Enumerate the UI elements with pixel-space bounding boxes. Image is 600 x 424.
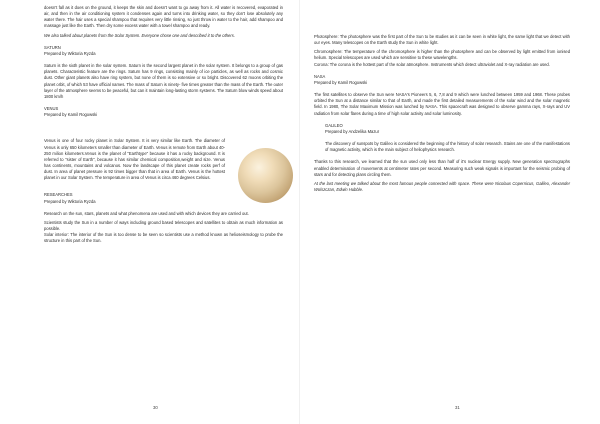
- researches-paragraph-2: Scientists study the Sun in a number of ways including ground based telescopes and satellites to obtain as much information as possible.: [44, 219, 283, 232]
- researches-paragraph-3: Solar interior: The interior of the Sun is too dense to be seen so scientists use a method known as helioseismology to probe the structure in this part of the Sun.: [44, 232, 283, 244]
- nasa-title: NASA: [314, 73, 326, 79]
- nasa-body: The first satellites to observe the Sun were NASA's Pioneers 5, 6, 7,8 and 9 which were lunched between 1959 and 1968. These probes orbited the Sun at a distance similar to that of Earth, and made the first detailed measurements of the solar wind and the solar magnetic field. In 1980, The Solar Maximum Mission was lunched by NASA. This spacecraft was designed to observe gamma rays, X-rays and UV radiation from solar flares during a time of high solar activity and solar luminosity.: [314, 92, 570, 116]
- galileo-body: The discovery of sunspots by Galileo is considered the beginning of the history of solar research. Stains are one of the manifestations of magnetic activity, which is the main subject of heliophysics research.: [325, 141, 570, 153]
- saturn-body: Saturn is the sixth planet in the solar system. Saturn is the second largest planet in the solar system. It belongs to a group of gas planets. Characteristic feature are the rings. Saturn has 9 rings, consisting mainly of ice particles, as well as rocks and cosmic dust. Other giant planets also have ring system, but none of them is so extensive or so bright. Discovered 62 moons orbiting the planet orbit, of which 53 have official names. The mass of Saturn is ninety- five times greater than the mass of the Earth. The outer layer of the atmosphere seems to be peaceful, but can it maintain long-lasting storm systems. The Saturn blow winds speed about 1800 km/h: [44, 63, 283, 99]
- galileo-author: Prepared by Andzelika Mazur: [325, 128, 380, 134]
- galileo-title: GALILEO: [325, 122, 343, 128]
- right-page: [300, 0, 600, 424]
- photosphere-paragraph: Photosphere: The photosphere was the first part of the Sun to be studies as it can be seen in white light, the same light that we detect with our eyes. Many telescopes on the Earth study the Sun in white light.: [314, 34, 570, 46]
- saturn-title: SATURN: [44, 44, 61, 50]
- page-number-left: 30: [153, 405, 158, 410]
- venus-body: Venus is one of four rocky planet in Solar System. It is very similar like Earth. The diameter of Venus is only 650 kilometers smaller than diameter of Earth. Venus is remote from Earth about 40-250 milion kilometers.Venus is the planet of "Earthtype" because it has a rocky background. It is referred to "sister of Earth", because it has similar chemical composition,weight and size. Venus has continents, mountains and volcanos. Now the landscape of this planet create rocks perf of dust. In area of planet pressure is 92 times bigger than that in area of Earth. Venus is the hottest planet in our Solar System. The temperature in area of Venus is circa 460 degrees Celsius.: [44, 138, 225, 181]
- researches-author: Prepared by Wiktoria Ryzda: [44, 198, 96, 204]
- closing-italic-note: At the last meeting we talked about the most famous people connected with space. These were Nicolaus Copernicus, Galileo, Alexander Wolszczan, Edwin Hubble.: [314, 180, 570, 192]
- venus-author: Prepared by Kamil Rogowski: [44, 112, 98, 118]
- venus-section: [44, 138, 283, 181]
- intro-italic-note: We also talked about planets from the Solar System. Everyone chose one and described it to the others.: [44, 32, 235, 38]
- corona-paragraph: Corona: The corona is the hottest part of the solar atmosphere. Instruments which detect ultraviolet and X-ray radiation are used.: [314, 61, 550, 67]
- closing-paragraph: Thanks to this research, we learned that the sun used only less than half of it's nuclear Energy supply. New generation spectrographs enabled determination of movements at centimeter rates per second. Measuring such weak signals is important for the seismic probing of stars and for detecting plans circling them.: [314, 159, 570, 177]
- saturn-author: Prepared by Wiktoria Ryzda: [44, 50, 96, 56]
- page-number-right: 31: [455, 405, 460, 410]
- galileo-section: [314, 123, 570, 154]
- venus-planet-image: [238, 148, 293, 203]
- researches-paragraph-1: Research on the sun, stars, planets and what phenomena are used and with which devices they are carried out.: [44, 210, 249, 216]
- intro-paragraph: doesn't fall as it does on the ground, it keeps the skin and doesn't want to go away from it. All water is recovered, evaporated in air, and then in the air conditioning system it condenses again and turns into drinking water, so they don't lose absolutely any water there. The hair uses a special shampoo that requires very little rinsing, so just throw in water to the hair, add shampoo and massage just like the Earth. Then dry some excess water with a towel shampoo and ready.: [44, 5, 283, 29]
- chromosphere-paragraph: Chromosphere: The temperature of the chromosphere is higher than the photosphere and can be observed by light emitted from ionised helium. Special telescopes are used which are sensitive to these wavelengths.: [314, 49, 570, 61]
- researches-title: RESEARCHES: [44, 192, 73, 198]
- nasa-author: Prepared by Kamil Rogowski: [314, 79, 368, 85]
- venus-title: VENUS: [44, 106, 59, 112]
